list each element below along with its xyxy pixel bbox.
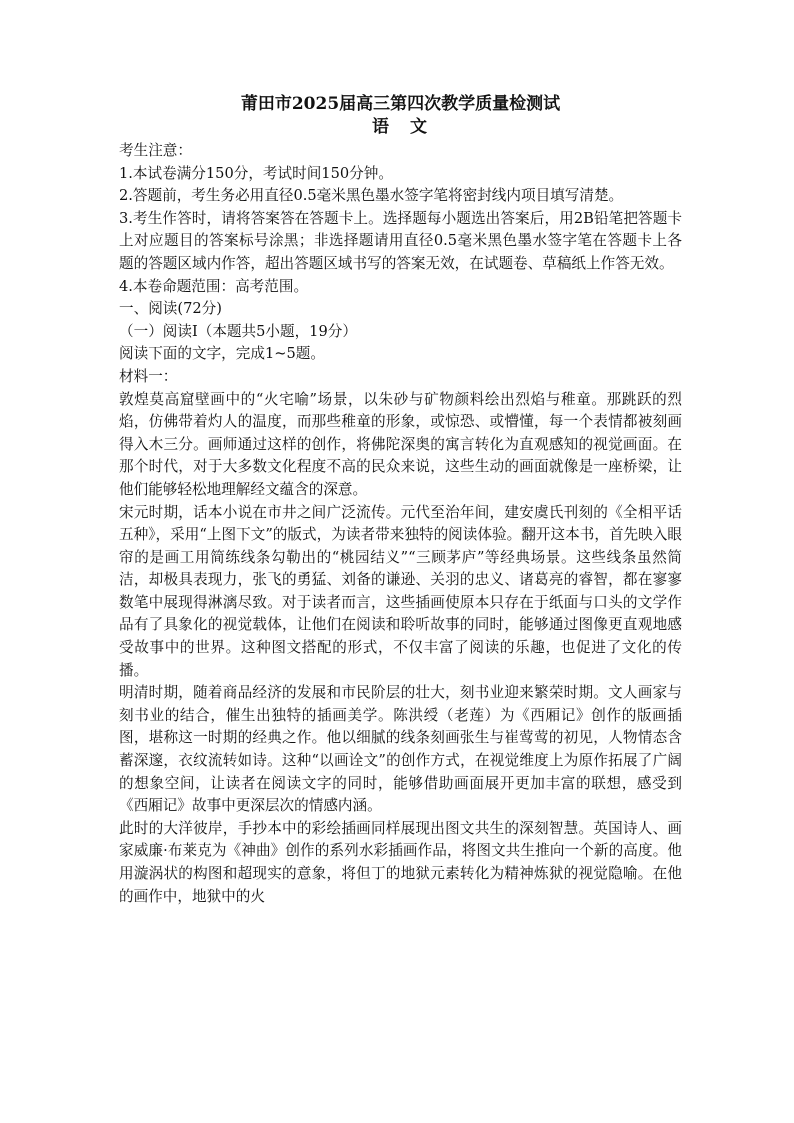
reading-instruction: 阅读下面的文字，完成1~5题。 — [119, 345, 325, 363]
notice-heading: 考生注意： — [119, 142, 192, 159]
subject-title: 语 文 — [372, 117, 429, 137]
passage-paragraph-2: 宋元时期，话本小说在市井之间广泛流传。元代至治年间，建安虞氏刊刻的《全相平话五种》，采用“上图下文”的版式，为读者带来独特的阅读体验。翻开这本书，首先映入眼帘的是画工用简练线条勾勒出的“桃园结义”“三顾茅庐”等经典场景。这些线条虽然简洁，却极具表现力，张飞的勇猛、刘备的谦逊、关羽的忠义、诸葛亮的睿智，都在寥寥数笔中展现得淋漓尽致。对于读者而言，这些插画使原本只存在于纸面与口头的文学作品有了具象化的视觉载体，让他们在阅读和聆听故事的同时，能够通过图像更直观地感受故事中的世界。这种图文搭配的形式，不仅丰富了阅读的乐趣，也促进了文化的传播。 — [119, 503, 682, 679]
exam-title: 莆田市2025届高三第四次教学质量检测试 — [240, 94, 561, 114]
sub-section-title: （一）阅读Ⅰ（本题共5小题，19分） — [119, 322, 357, 340]
passage-paragraph-3: 明清时期，随着商品经济的发展和市民阶层的壮大，刻书业迎来繁荣时期。文人画家与刻书业的结合，催生出独特的插画美学。陈洪绶（老莲）为《西厢记》创作的版画插图，堪称这一时期的经典之作。他以细腻的线条刻画张生与崔莺莺的初见，人物情态含蓄深邃，衣纹流转如诗。这种“以画诠文”的创作方式，在视觉维度上为原作拓展了广阔的想象空间，让读者在阅读文字的同时，能够借助画面展开更加丰富的联想，感受到《西厢记》故事中更深层次的情感内涵。 — [119, 684, 682, 815]
material-label: 材料一： — [119, 367, 178, 385]
passage-paragraph-4: 此时的大洋彼岸，手抄本中的彩绘插画同样展现出图文共生的深刻智慧。英国诗人、画家威廉·布莱克为《神曲》创作的系列水彩插画作品，将图文共生推向一个新的高度。他用漩涡状的构图和超现实的意象，将但丁的地狱元素转化为精神炼狱的视觉隐喻。在他的画作中，地狱中的火 — [119, 819, 682, 905]
notice-item-1: 1.本试卷满分150分，考试时间150分钟。 — [119, 164, 393, 182]
notice-item-4: 4.本卷命题范围：高考范围。 — [119, 277, 309, 295]
part-title: 一、阅读(72分) — [119, 300, 222, 318]
notice-item-3: 3.考生作答时，请将答案答在答题卡上。选择题每小题选出答案后，用2B铅笔把答题卡上对应题目的答案标号涂黑；非选择题请用直径0.5毫米黑色墨水签字笔在答题卡上各题的答题区域内作答，超出答题区域书写的答案无效，在试题卷、草稿纸上作答无效。 — [119, 209, 682, 272]
notice-item-2: 2.答题前，考生务必用直径0.5毫米黑色墨水签字笔将密封线内项目填写清楚。 — [119, 187, 624, 205]
passage-paragraph-1: 敦煌莫高窟壁画中的“火宅喻”场景，以朱砂与矿物颜料绘出烈焰与稚童。那跳跃的烈焰，仿佛带着灼人的温度，而那些稚童的形象，或惊恐、或懵懂，每一个表情都被刻画得入木三分。画师通过这样的创作，将佛陀深奥的寓言转化为直观感知的视觉画面。在那个时代，对于大多数文化程度不高的民众来说，这些生动的画面就像是一座桥梁，让他们能够轻松地理解经文蕴含的深意。 — [119, 390, 682, 498]
